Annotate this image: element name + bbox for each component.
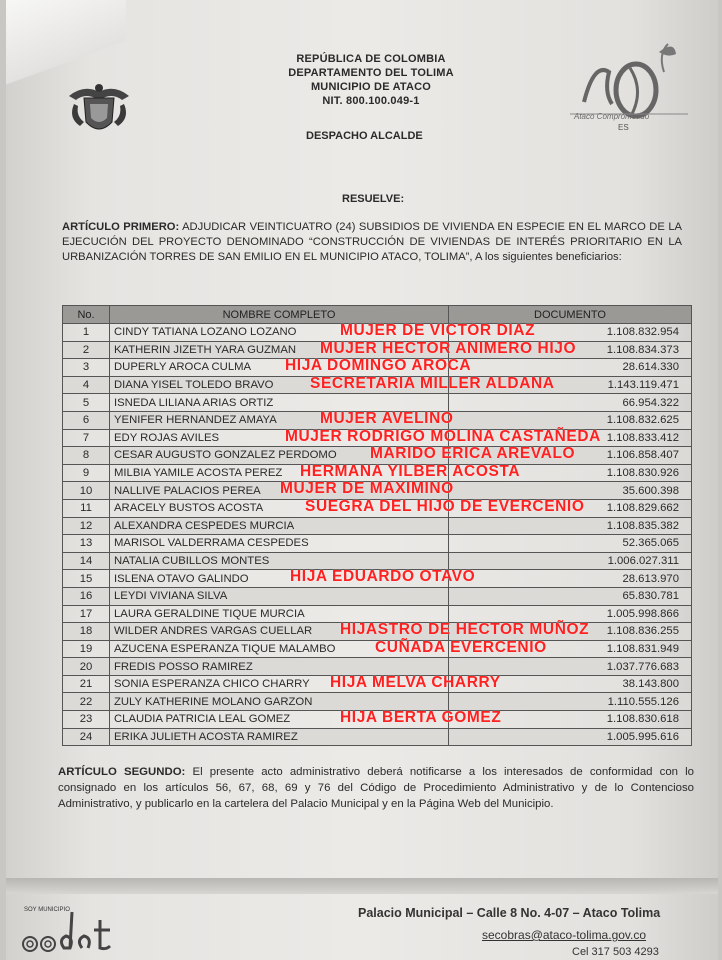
row-document: 1.108.836.255 xyxy=(449,623,692,641)
row-document: 35.600.398 xyxy=(449,482,692,500)
row-name-cell xyxy=(110,552,449,570)
handwritten-annotation: SECRETARIA MILLER ALDANA xyxy=(310,374,555,392)
row-name: SONIA ESPERANZA CHICO CHARRY xyxy=(114,678,310,691)
row-name: ISLENA OTAVO GALINDO xyxy=(114,572,249,585)
row-number: 16 xyxy=(63,587,110,605)
table-row xyxy=(63,623,692,641)
header-block xyxy=(246,52,496,108)
row-name: DIANA YISEL TOLEDO BRAVO xyxy=(114,379,274,392)
row-name-cell xyxy=(110,462,521,482)
row-document: 1.108.833.412 xyxy=(449,429,692,447)
row-name: ZULY KATHERINE MOLANO GARZON xyxy=(114,695,313,708)
header-nit: NIT. 800.100.049-1 xyxy=(322,95,420,107)
row-document: 1.005.995.616 xyxy=(449,728,692,746)
header-documento: DOCUMENTO xyxy=(449,306,692,324)
handwritten-annotation: HERMANA YILBER ACOSTA xyxy=(300,462,521,480)
row-name-cell xyxy=(110,394,449,412)
row-name: WILDER ANDRES VARGAS CUELLAR xyxy=(114,625,313,638)
row-document: 1.108.834.373 xyxy=(449,341,692,359)
footer-logo-small-text: SOY MUNICIPIO xyxy=(24,907,70,913)
row-name: CESAR AUGUSTO GONZALEZ PERDOMO xyxy=(114,449,337,462)
row-name: MILBIA YAMILE ACOSTA PEREZ xyxy=(114,467,283,480)
row-number: 21 xyxy=(63,675,110,693)
table-header-row xyxy=(63,306,692,324)
header-no: No. xyxy=(63,306,110,324)
handwritten-annotation: CUÑADA EVERCENIO xyxy=(375,638,547,656)
table-row xyxy=(63,376,692,394)
table-row xyxy=(63,728,692,746)
table-row xyxy=(63,640,692,658)
table-row xyxy=(63,411,692,429)
row-name-cell xyxy=(110,728,449,746)
row-name-cell xyxy=(110,427,601,447)
row-number: 24 xyxy=(63,728,110,746)
footer-address: Palacio Municipal – Calle 8 No. 4-07 – Ataco Tolima xyxy=(358,906,661,920)
articulo-primero-lead: ARTÍCULO PRIMERO: xyxy=(62,221,180,233)
row-name: LEYDI VIVIANA SILVA xyxy=(114,590,228,603)
articulo-primero-text: ADJUDICAR VEINTICUATRO (24) SUBSIDIOS DE VIVIENDA EN ESPECIE EN EL MARCO DE LA EJECUCIÓN DEL PROYECTO DENOMINADO “CONSTRUCCIÓN DE VIVIENDAS DE INTERÉS PRIORITARIO EN LA URBANIZACIÓN TORRES DE SAN EMILIO EN EL MUNICIPIO ATACO, TOLIMA”, A los siguientes beneficiarios: xyxy=(62,221,683,263)
row-number: 2 xyxy=(63,341,110,359)
row-name-cell xyxy=(110,517,449,535)
beneficiaries-table xyxy=(62,305,692,746)
footer-email-link[interactable]: secobras@ataco-tolima.gov.co xyxy=(482,928,647,942)
row-name-cell xyxy=(110,605,449,623)
row-name-cell xyxy=(110,673,501,693)
row-name-cell xyxy=(110,587,449,605)
row-name: LAURA GERALDINE TIQUE MURCIA xyxy=(114,607,305,620)
row-document: 28.614.330 xyxy=(449,359,692,377)
row-name-cell xyxy=(110,658,449,676)
row-number: 10 xyxy=(63,482,110,500)
row-name-cell xyxy=(110,480,454,500)
row-name: ERIKA JULIETH ACOSTA RAMIREZ xyxy=(114,730,298,743)
row-document: 65.830.781 xyxy=(449,587,692,605)
row-number: 23 xyxy=(63,711,110,729)
table-row xyxy=(63,499,692,517)
coat-of-arms-icon xyxy=(64,78,134,140)
row-number: 7 xyxy=(63,429,110,447)
row-document: 66.954.322 xyxy=(449,394,692,412)
resuelve-heading: RESUELVE: xyxy=(342,193,405,205)
table-row xyxy=(63,605,692,623)
row-document: 1.006.027.311 xyxy=(449,552,692,570)
table-row xyxy=(63,552,692,570)
articulo-segundo-text: El presente acto administrativo deberá notificarse a los interesados de conformidad con lo consignado en los artículos 56, 67, 68, 69 y 76 del Código de Procedimiento Administrativo y de lo Contencioso Administrativo, y publicarlo en la cartelera del Palacio Municipal y en la Página Web del Municipio. xyxy=(58,766,694,810)
row-name-cell xyxy=(110,497,585,517)
handwritten-annotation: MUJER DE MAXIMINO xyxy=(280,480,454,498)
row-number: 1 xyxy=(63,324,110,342)
header-departamento: DEPARTAMENTO DEL TOLIMA xyxy=(288,67,454,79)
row-document: 1.108.829.662 xyxy=(449,499,692,517)
row-number: 13 xyxy=(63,535,110,553)
row-number: 6 xyxy=(63,411,110,429)
table-row xyxy=(63,535,692,553)
table-row xyxy=(63,447,692,465)
row-name-cell xyxy=(110,374,555,394)
row-name: EDY ROJAS AVILES xyxy=(114,431,220,444)
row-name: YENIFER HERNANDEZ AMAYA xyxy=(114,414,277,427)
handwritten-annotation: SUEGRA DEL HIJO DE EVERCENIO xyxy=(305,497,585,515)
table-row xyxy=(63,394,692,412)
row-number: 8 xyxy=(63,447,110,465)
row-number: 4 xyxy=(63,376,110,394)
soy-municipio-logo-icon xyxy=(20,906,120,956)
row-document: 1.108.832.625 xyxy=(449,411,692,429)
row-name: NALLIVE PALACIOS PEREA xyxy=(114,484,261,497)
row-number: 18 xyxy=(63,623,110,641)
row-number: 3 xyxy=(63,359,110,377)
table-row xyxy=(63,675,692,693)
table-row xyxy=(63,658,692,676)
table-row xyxy=(63,429,692,447)
row-document: 1.037.776.683 xyxy=(449,658,692,676)
articulo-primero xyxy=(62,220,682,265)
handwritten-annotation: HIJA DOMINGO AROCA xyxy=(285,357,472,375)
table-row xyxy=(63,711,692,729)
row-name-cell xyxy=(110,693,449,711)
logo-tagline: Ataco Comprometido xyxy=(574,112,650,121)
footer-band xyxy=(6,878,718,894)
row-name: ARACELY BUSTOS ACOSTA xyxy=(114,502,264,515)
row-name-cell xyxy=(110,322,536,342)
row-document: 1.108.830.926 xyxy=(449,464,692,482)
row-name: ISNEDA LILIANA ARIAS ORTIZ xyxy=(114,396,274,409)
handwritten-annotation: HIJASTRO DE HECTOR MUÑOZ xyxy=(340,621,590,639)
row-document: 52.365.065 xyxy=(449,535,692,553)
handwritten-annotation: MUJER DE VICTOR DIAZ xyxy=(340,322,536,339)
table-row xyxy=(63,482,692,500)
row-name-cell xyxy=(110,568,476,588)
row-document: 1.143.119.471 xyxy=(449,376,692,394)
row-name: KATHERIN JIZETH YARA GUZMAN xyxy=(114,343,297,356)
row-document: 1.005.998.866 xyxy=(449,605,692,623)
table-row xyxy=(63,324,692,342)
row-document: 28.613.970 xyxy=(449,570,692,588)
row-document: 1.108.832.954 xyxy=(449,324,692,342)
table-row xyxy=(63,693,692,711)
row-number: 11 xyxy=(63,499,110,517)
row-name-cell xyxy=(110,357,472,377)
row-name-cell xyxy=(110,638,547,658)
row-document: 1.108.831.949 xyxy=(449,640,692,658)
row-name: CLAUDIA PATRICIA LEAL GOMEZ xyxy=(114,713,291,726)
row-number: 12 xyxy=(63,517,110,535)
articulo-segundo-lead: ARTÍCULO SEGUNDO: xyxy=(58,766,186,778)
row-name: CINDY TATIANA LOZANO LOZANO xyxy=(114,326,297,339)
handwritten-annotation: MUJER HECTOR ANIMERO HIJO xyxy=(320,339,577,357)
row-document: 1.106.858.407 xyxy=(449,447,692,465)
footer-phone: Cel 317 503 4293 xyxy=(572,946,659,958)
handwritten-annotation: MUJER RODRIGO MOLINA CASTAÑEDA xyxy=(285,427,601,445)
row-number: 22 xyxy=(63,693,110,711)
header-republica: REPÚBLICA DE COLOMBIA xyxy=(296,53,446,65)
row-name: MARISOL VALDERRAMA CESPEDES xyxy=(114,537,309,550)
header-municipio: MUNICIPIO DE ATACO xyxy=(310,81,432,93)
row-number: 9 xyxy=(63,464,110,482)
row-number: 5 xyxy=(63,394,110,412)
row-document: 38.143.800 xyxy=(449,675,692,693)
row-number: 17 xyxy=(63,605,110,623)
row-number: 20 xyxy=(63,658,110,676)
row-name-cell xyxy=(110,621,590,641)
despacho-alcalde: DESPACHO ALCALDE xyxy=(306,130,423,142)
handwritten-annotation: MARIDO ERICA AREVALO xyxy=(370,445,576,463)
row-name-cell xyxy=(110,339,577,359)
document-page xyxy=(6,0,718,960)
header-nombre: NOMBRE COMPLETO xyxy=(110,306,449,324)
row-name-cell xyxy=(110,535,449,553)
handwritten-annotation: HIJA MELVA CHARRY xyxy=(330,673,501,691)
row-name-cell xyxy=(110,409,454,429)
row-document: 1.108.835.382 xyxy=(449,517,692,535)
table-row xyxy=(63,359,692,377)
row-name: NATALIA CUBILLOS MONTES xyxy=(114,555,270,568)
table-row xyxy=(63,341,692,359)
table-row xyxy=(63,517,692,535)
table-row xyxy=(63,464,692,482)
row-number: 14 xyxy=(63,552,110,570)
row-name-cell xyxy=(110,709,502,729)
articulo-segundo xyxy=(58,764,694,812)
handwritten-annotation: HIJA EDUARDO OTAVO xyxy=(290,568,476,586)
row-name: ALEXANDRA CESPEDES MURCIA xyxy=(114,519,295,532)
handwritten-annotation: MUJER AVELINO xyxy=(320,409,454,427)
handwritten-annotation: HIJA BERTA GOMEZ xyxy=(340,709,502,727)
row-name-cell xyxy=(110,445,576,465)
row-document: 1.108.830.618 xyxy=(449,711,692,729)
logo-es: ES xyxy=(618,123,629,132)
table-row xyxy=(63,587,692,605)
table-row xyxy=(63,570,692,588)
row-number: 19 xyxy=(63,640,110,658)
row-number: 15 xyxy=(63,570,110,588)
row-document: 1.110.555.126 xyxy=(449,693,692,711)
row-name: DUPERLY AROCA CULMA xyxy=(114,361,252,374)
row-name: AZUCENA ESPERANZA TIQUE MALAMBO xyxy=(114,642,336,655)
row-name: FREDIS POSSO RAMIREZ xyxy=(114,660,253,673)
